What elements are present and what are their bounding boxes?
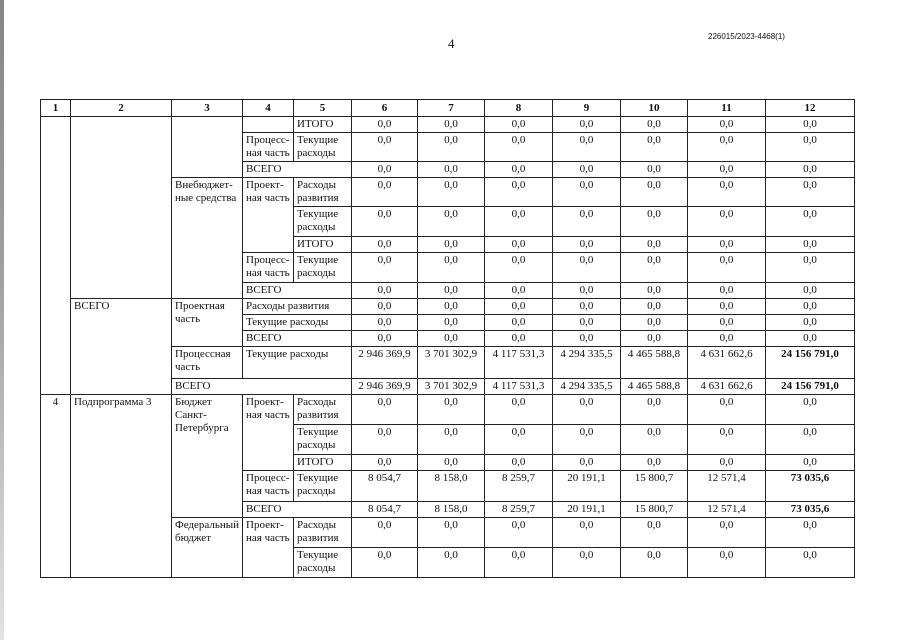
value-cell: 0,0 bbox=[553, 455, 621, 471]
budget-table bbox=[40, 99, 855, 578]
table-row bbox=[41, 299, 855, 315]
value-cell: 0,0 bbox=[352, 331, 418, 347]
value-cell: 0,0 bbox=[766, 548, 855, 578]
value-cell: 12 571,4 bbox=[688, 471, 766, 502]
value-cell: 0,0 bbox=[418, 455, 485, 471]
value-cell: 20 191,1 bbox=[553, 502, 621, 518]
col-header: 6 bbox=[352, 100, 418, 117]
value-cell: 0,0 bbox=[621, 299, 688, 315]
value-cell: 0,0 bbox=[553, 207, 621, 237]
col-header: 10 bbox=[621, 100, 688, 117]
cell-label: Расходы развития bbox=[294, 395, 352, 425]
value-cell: 0,0 bbox=[553, 133, 621, 162]
value-cell: 0,0 bbox=[621, 315, 688, 331]
value-cell: 20 191,1 bbox=[553, 471, 621, 502]
cell-label: Бюджет Санкт-Петербурга bbox=[172, 395, 243, 518]
value-cell: 0,0 bbox=[418, 283, 485, 299]
value-cell: 0,0 bbox=[352, 283, 418, 299]
value-cell: 0,0 bbox=[485, 455, 553, 471]
value-cell: 0,0 bbox=[485, 331, 553, 347]
value-cell: 0,0 bbox=[485, 518, 553, 548]
value-cell: 15 800,7 bbox=[621, 471, 688, 502]
value-cell: 0,0 bbox=[553, 178, 621, 207]
value-cell: 0,0 bbox=[418, 299, 485, 315]
cell-label: Текущие расходы bbox=[294, 425, 352, 455]
cell-label: Текущие расходы bbox=[294, 253, 352, 283]
value-cell: 0,0 bbox=[688, 207, 766, 237]
value-cell: 0,0 bbox=[766, 455, 855, 471]
cell-label: Процесс-ная часть bbox=[243, 471, 294, 502]
value-cell: 0,0 bbox=[621, 518, 688, 548]
value-cell: 0,0 bbox=[418, 331, 485, 347]
value-cell: 4 294 335,5 bbox=[553, 379, 621, 395]
col-header: 3 bbox=[172, 100, 243, 117]
value-cell: 0,0 bbox=[688, 162, 766, 178]
value-cell: 0,0 bbox=[485, 117, 553, 133]
value-cell: 0,0 bbox=[553, 237, 621, 253]
value-cell: 0,0 bbox=[485, 395, 553, 425]
value-cell: 12 571,4 bbox=[688, 502, 766, 518]
value-cell: 0,0 bbox=[352, 395, 418, 425]
cell-label: Проект-ная часть bbox=[243, 395, 294, 471]
value-cell: 0,0 bbox=[352, 455, 418, 471]
value-cell: 0,0 bbox=[418, 315, 485, 331]
value-cell: 15 800,7 bbox=[621, 502, 688, 518]
cell-label: ИТОГО bbox=[294, 455, 352, 471]
value-cell: 0,0 bbox=[621, 283, 688, 299]
cell-label: ВСЕГО bbox=[172, 379, 352, 395]
value-cell: 0,0 bbox=[553, 548, 621, 578]
value-cell: 0,0 bbox=[553, 117, 621, 133]
value-cell: 0,0 bbox=[766, 283, 855, 299]
col-header: 2 bbox=[71, 100, 172, 117]
value-cell: 0,0 bbox=[352, 518, 418, 548]
col-header: 9 bbox=[553, 100, 621, 117]
value-cell: 0,0 bbox=[621, 395, 688, 425]
value-cell: 73 035,6 bbox=[766, 471, 855, 502]
value-cell: 0,0 bbox=[688, 331, 766, 347]
value-cell: 3 701 302,9 bbox=[418, 379, 485, 395]
value-cell: 0,0 bbox=[621, 207, 688, 237]
value-cell: 4 465 588,8 bbox=[621, 379, 688, 395]
value-cell: 8 158,0 bbox=[418, 471, 485, 502]
value-cell: 3 701 302,9 bbox=[418, 347, 485, 379]
value-cell: 0,0 bbox=[688, 425, 766, 455]
value-cell: 0,0 bbox=[621, 162, 688, 178]
value-cell: 0,0 bbox=[766, 518, 855, 548]
value-cell: 0,0 bbox=[766, 331, 855, 347]
value-cell: 0,0 bbox=[766, 425, 855, 455]
value-cell: 73 035,6 bbox=[766, 502, 855, 518]
value-cell: 0,0 bbox=[621, 331, 688, 347]
value-cell: 0,0 bbox=[352, 548, 418, 578]
value-cell: 0,0 bbox=[688, 299, 766, 315]
cell-label: Процесс-ная часть bbox=[243, 253, 294, 283]
cell-label: Текущие расходы bbox=[243, 315, 352, 331]
cell-label: Расходы развития bbox=[294, 518, 352, 548]
value-cell: 2 946 369,9 bbox=[352, 347, 418, 379]
value-cell: 0,0 bbox=[766, 162, 855, 178]
value-cell: 0,0 bbox=[688, 315, 766, 331]
value-cell: 0,0 bbox=[621, 425, 688, 455]
value-cell: 0,0 bbox=[485, 299, 553, 315]
cell-label: Текущие расходы bbox=[294, 548, 352, 578]
value-cell: 0,0 bbox=[766, 395, 855, 425]
value-cell: 0,0 bbox=[766, 207, 855, 237]
value-cell: 0,0 bbox=[485, 548, 553, 578]
value-cell: 0,0 bbox=[418, 117, 485, 133]
document-id: 226015/2023-4468(1) bbox=[708, 32, 785, 41]
cell-label: 4 bbox=[41, 395, 71, 578]
value-cell: 0,0 bbox=[766, 315, 855, 331]
value-cell: 0,0 bbox=[352, 253, 418, 283]
value-cell: 8 259,7 bbox=[485, 502, 553, 518]
value-cell: 0,0 bbox=[485, 283, 553, 299]
value-cell: 0,0 bbox=[688, 283, 766, 299]
value-cell: 0,0 bbox=[553, 395, 621, 425]
value-cell: 0,0 bbox=[688, 518, 766, 548]
value-cell: 8 158,0 bbox=[418, 502, 485, 518]
value-cell: 0,0 bbox=[418, 207, 485, 237]
cell-empty bbox=[71, 117, 172, 299]
value-cell: 0,0 bbox=[553, 315, 621, 331]
value-cell: 24 156 791,0 bbox=[766, 379, 855, 395]
value-cell: 4 465 588,8 bbox=[621, 347, 688, 379]
value-cell: 0,0 bbox=[418, 395, 485, 425]
cell-empty bbox=[243, 117, 294, 133]
value-cell: 0,0 bbox=[553, 331, 621, 347]
cell-label: ИТОГО bbox=[294, 237, 352, 253]
table-row bbox=[41, 117, 855, 133]
cell-label: ВСЕГО bbox=[243, 502, 352, 518]
value-cell: 0,0 bbox=[352, 425, 418, 455]
value-cell: 0,0 bbox=[688, 253, 766, 283]
cell-label: Расходы развития bbox=[294, 178, 352, 207]
value-cell: 24 156 791,0 bbox=[766, 347, 855, 379]
cell-label: Процесс-ная часть bbox=[243, 133, 294, 162]
col-header: 12 bbox=[766, 100, 855, 117]
value-cell: 0,0 bbox=[352, 178, 418, 207]
col-header: 1 bbox=[41, 100, 71, 117]
cell-label: Подпрограмма 3 bbox=[71, 395, 172, 578]
value-cell: 0,0 bbox=[418, 425, 485, 455]
cell-label: Текущие расходы bbox=[294, 207, 352, 237]
value-cell: 0,0 bbox=[766, 237, 855, 253]
col-header: 8 bbox=[485, 100, 553, 117]
value-cell: 4 631 662,6 bbox=[688, 347, 766, 379]
page-number: 4 bbox=[448, 36, 455, 51]
value-cell: 0,0 bbox=[688, 548, 766, 578]
value-cell: 0,0 bbox=[485, 425, 553, 455]
value-cell: 0,0 bbox=[418, 253, 485, 283]
value-cell: 0,0 bbox=[352, 117, 418, 133]
value-cell: 0,0 bbox=[485, 253, 553, 283]
value-cell: 2 946 369,9 bbox=[352, 379, 418, 395]
cell-empty bbox=[41, 117, 71, 395]
value-cell: 0,0 bbox=[621, 117, 688, 133]
value-cell: 8 259,7 bbox=[485, 471, 553, 502]
value-cell: 0,0 bbox=[485, 237, 553, 253]
value-cell: 4 117 531,3 bbox=[485, 347, 553, 379]
value-cell: 0,0 bbox=[688, 237, 766, 253]
scan-edge-mark bbox=[0, 0, 4, 640]
cell-label: ИТОГО bbox=[294, 117, 352, 133]
value-cell: 0,0 bbox=[485, 207, 553, 237]
value-cell: 0,0 bbox=[418, 178, 485, 207]
cell-label: Внебюджет-ные средства bbox=[172, 178, 243, 299]
value-cell: 0,0 bbox=[553, 253, 621, 283]
table-row bbox=[41, 395, 855, 425]
value-cell: 0,0 bbox=[418, 548, 485, 578]
value-cell: 8 054,7 bbox=[352, 471, 418, 502]
value-cell: 0,0 bbox=[688, 395, 766, 425]
cell-label: Проект-ная часть bbox=[243, 518, 294, 578]
value-cell: 0,0 bbox=[418, 162, 485, 178]
value-cell: 0,0 bbox=[766, 117, 855, 133]
value-cell: 0,0 bbox=[553, 162, 621, 178]
col-header: 11 bbox=[688, 100, 766, 117]
value-cell: 0,0 bbox=[621, 237, 688, 253]
cell-label: ВСЕГО bbox=[71, 299, 172, 395]
value-cell: 0,0 bbox=[766, 253, 855, 283]
col-header: 4 bbox=[243, 100, 294, 117]
cell-label: ВСЕГО bbox=[243, 162, 352, 178]
col-header: 7 bbox=[418, 100, 485, 117]
value-cell: 0,0 bbox=[485, 162, 553, 178]
cell-label: Проект-ная часть bbox=[243, 178, 294, 253]
value-cell: 0,0 bbox=[766, 299, 855, 315]
cell-label: Текущие расходы bbox=[243, 347, 352, 379]
value-cell: 0,0 bbox=[766, 178, 855, 207]
cell-label: ВСЕГО bbox=[243, 331, 352, 347]
value-cell: 0,0 bbox=[553, 299, 621, 315]
cell-label: Текущие расходы bbox=[294, 471, 352, 502]
cell-label: Проектная часть bbox=[172, 299, 243, 347]
value-cell: 0,0 bbox=[485, 133, 553, 162]
value-cell: 0,0 bbox=[621, 455, 688, 471]
value-cell: 0,0 bbox=[766, 133, 855, 162]
col-header: 5 bbox=[294, 100, 352, 117]
value-cell: 4 294 335,5 bbox=[553, 347, 621, 379]
value-cell: 0,0 bbox=[418, 518, 485, 548]
value-cell: 0,0 bbox=[485, 178, 553, 207]
cell-label: Федеральный бюджет bbox=[172, 518, 243, 578]
header-row bbox=[41, 100, 855, 117]
value-cell: 0,0 bbox=[621, 133, 688, 162]
value-cell: 0,0 bbox=[352, 237, 418, 253]
value-cell: 0,0 bbox=[688, 133, 766, 162]
value-cell: 0,0 bbox=[553, 518, 621, 548]
cell-empty bbox=[172, 117, 243, 178]
value-cell: 0,0 bbox=[688, 117, 766, 133]
value-cell: 8 054,7 bbox=[352, 502, 418, 518]
value-cell: 0,0 bbox=[553, 283, 621, 299]
value-cell: 4 117 531,3 bbox=[485, 379, 553, 395]
value-cell: 0,0 bbox=[688, 455, 766, 471]
value-cell: 0,0 bbox=[485, 315, 553, 331]
value-cell: 0,0 bbox=[621, 178, 688, 207]
value-cell: 0,0 bbox=[352, 299, 418, 315]
value-cell: 0,0 bbox=[352, 207, 418, 237]
value-cell: 0,0 bbox=[352, 162, 418, 178]
value-cell: 0,0 bbox=[553, 425, 621, 455]
value-cell: 0,0 bbox=[418, 133, 485, 162]
value-cell: 0,0 bbox=[688, 178, 766, 207]
value-cell: 4 631 662,6 bbox=[688, 379, 766, 395]
value-cell: 0,0 bbox=[621, 548, 688, 578]
cell-label: Расходы развития bbox=[243, 299, 352, 315]
cell-label: Текущие расходы bbox=[294, 133, 352, 162]
value-cell: 0,0 bbox=[418, 237, 485, 253]
value-cell: 0,0 bbox=[352, 133, 418, 162]
value-cell: 0,0 bbox=[621, 253, 688, 283]
value-cell: 0,0 bbox=[352, 315, 418, 331]
cell-label: Процессная часть bbox=[172, 347, 243, 379]
cell-label: ВСЕГО bbox=[243, 283, 352, 299]
